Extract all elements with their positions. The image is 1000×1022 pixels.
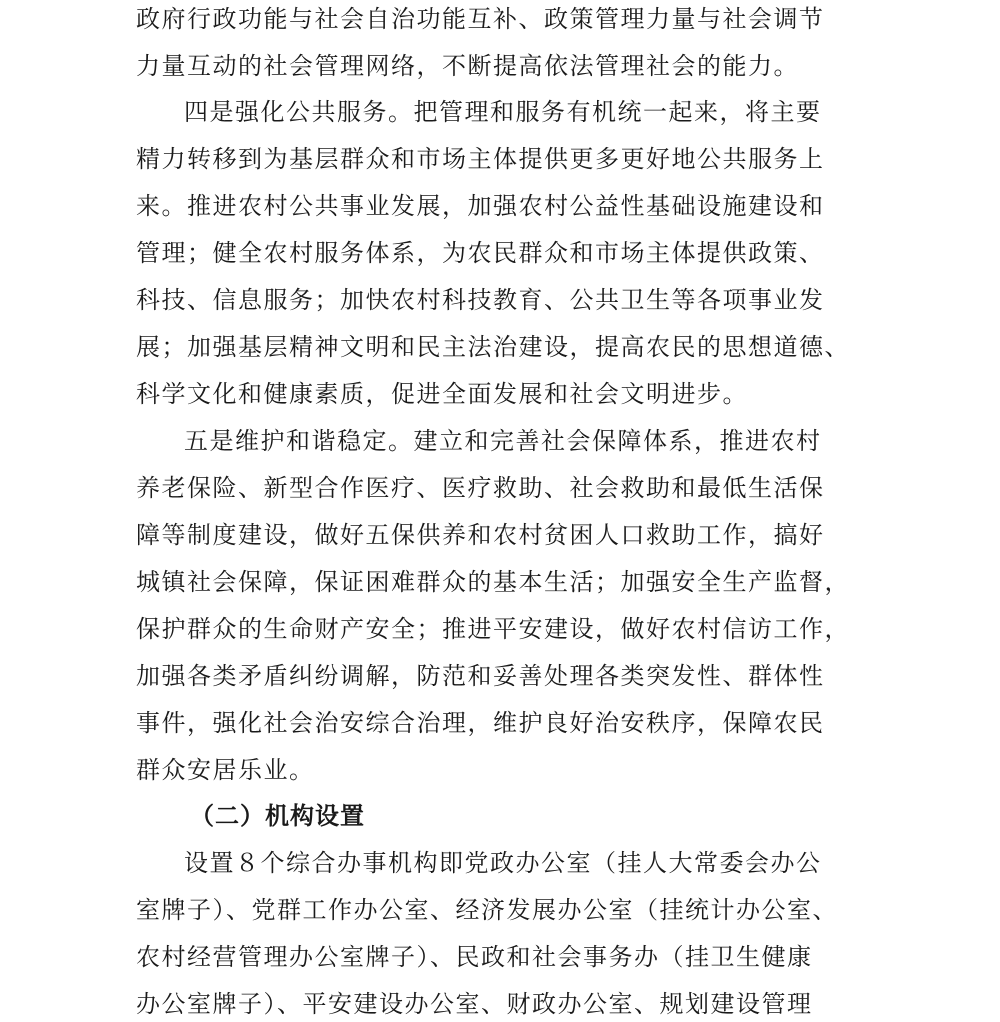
paragraph-line: 障等制度建设，做好五保供养和农村贫困人口救助工作，搞好 (136, 521, 825, 549)
paragraph-line: 办公室牌子）、平安建设办公室、财政办公室、规划建设管理 (136, 990, 813, 1018)
paragraph-line: 城镇社会保障，保证困难群众的基本生活；加强安全生产监督， (136, 568, 850, 596)
paragraph-line: 力量互动的社会管理网络，不断提高依法管理社会的能力。 (136, 52, 799, 80)
paragraph-line: 设置８个综合办事机构即党政办公室（挂人大常委会办公 (184, 849, 822, 877)
paragraph-line: 保护群众的生命财产安全；推进平安建设，做好农村信访工作， (136, 615, 850, 643)
paragraph-line: 养老保险、新型合作医疗、医疗救助、社会救助和最低生活保 (136, 474, 825, 502)
section-heading: （二）机构设置 (190, 802, 365, 830)
paragraph-line: 精力转移到为基层群众和市场主体提供更多更好地公共服务上 (136, 145, 825, 173)
paragraph-line: 管理；健全农村服务体系，为农民群众和市场主体提供政策、 (136, 239, 825, 267)
paragraph-line: 四是强化公共服务。把管理和服务有机统一起来，将主要 (184, 98, 822, 126)
paragraph-line: 事件，强化社会治安综合治理，维护良好治安秩序，保障农民 (136, 709, 825, 737)
paragraph-line: 群众安居乐业。 (136, 756, 315, 784)
paragraph-line: 室牌子）、党群工作办公室、经济发展办公室（挂统计办公室、 (136, 896, 838, 924)
paragraph-line: 展；加强基层精神文明和民主法治建设，提高农民的思想道德、 (136, 333, 850, 361)
paragraph-line: 科技、信息服务；加快农村科技教育、公共卫生等各项事业发 (136, 286, 825, 314)
paragraph-line: 来。推进农村公共事业发展，加强农村公益性基础设施建设和 (136, 192, 825, 220)
paragraph-line: 加强各类矛盾纠纷调解，防范和妥善处理各类突发性、群体性 (136, 662, 825, 690)
paragraph-line: 农村经营管理办公室牌子）、民政和社会事务办（挂卫生健康 (136, 943, 813, 971)
paragraph-line: 五是维护和谐稳定。建立和完善社会保障体系，推进农村 (184, 427, 822, 455)
paragraph-line: 科学文化和健康素质，促进全面发展和社会文明进步。 (136, 380, 748, 408)
paragraph-line: 政府行政功能与社会自治功能互补、政策管理力量与社会调节 (136, 5, 825, 33)
